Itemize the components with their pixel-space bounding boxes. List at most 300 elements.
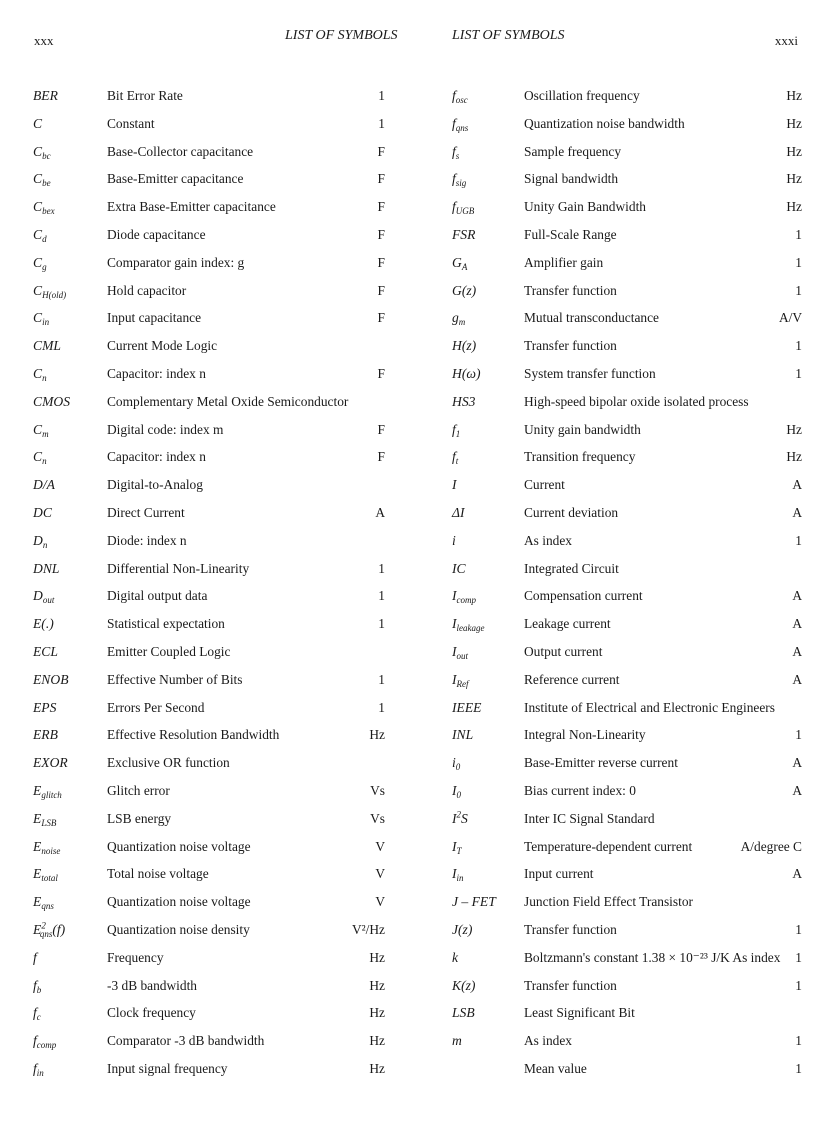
symbol-base: C [33, 282, 43, 298]
symbol-unit: F [377, 310, 385, 326]
symbol-description: Direct Current [107, 504, 185, 520]
symbol-description: Current Mode Logic [107, 338, 218, 354]
symbol-subscript: d [42, 233, 47, 244]
symbol-subscript: qns [41, 901, 54, 912]
symbol [33, 694, 56, 722]
symbol-entry-row [452, 193, 802, 221]
symbol-entry-row [452, 388, 802, 416]
symbol-description: Temperature-dependent current [524, 838, 693, 854]
symbol-description: Diode: index n [107, 532, 187, 548]
right-running-title: LIST OF SYMBOLS [452, 28, 565, 43]
symbol [33, 888, 54, 916]
symbol-entry-row [452, 304, 802, 332]
symbol-entry-row [33, 416, 385, 444]
symbol-unit: 1 [378, 588, 385, 604]
symbol-entry-row [33, 110, 385, 138]
symbol-entry-row [452, 165, 802, 193]
symbol-base: ECL [33, 643, 58, 659]
symbol-entry-row [452, 999, 802, 1027]
symbol-entry-row [33, 972, 385, 1000]
symbol [33, 1055, 44, 1083]
symbol [452, 777, 461, 805]
symbol-base: I [452, 588, 457, 604]
symbol [452, 833, 462, 861]
symbol-entry-row [33, 860, 385, 888]
symbol-subscript: bc [42, 150, 51, 161]
symbol [452, 388, 475, 416]
symbol-description: Statistical expectation [107, 616, 225, 632]
symbol [33, 805, 56, 833]
symbol-subscript: comp [36, 1040, 57, 1051]
symbol-entry-row [452, 443, 802, 471]
symbol-entry-row [452, 694, 802, 722]
symbol-description: Quantization noise voltage [107, 838, 251, 854]
symbol-base: f [452, 449, 456, 465]
symbol [452, 527, 456, 555]
symbol-description: Quantization noise bandwidth [524, 115, 685, 131]
symbol-base: D [33, 532, 43, 548]
symbol [33, 833, 60, 861]
symbol-base: I [452, 477, 457, 493]
symbol-description: Base-Emitter capacitance [107, 171, 244, 187]
symbol-subscript: s [455, 150, 460, 161]
symbol-subscript: A [461, 261, 468, 272]
symbol-entry-row [452, 582, 802, 610]
symbol-entry-row [452, 944, 802, 972]
symbol-unit: 1 [378, 699, 385, 715]
symbol-base: IC [452, 560, 466, 576]
symbol-unit: 1 [378, 560, 385, 576]
symbol-subscript: total [41, 873, 58, 884]
symbol-subscript: LSB [41, 817, 57, 828]
symbol-description: High-speed bipolar oxide isolated process [524, 393, 749, 409]
symbol-base: I [452, 810, 457, 826]
symbol-entry-row [33, 388, 385, 416]
symbol-entry-row [452, 833, 802, 861]
symbol-base: I [452, 866, 457, 882]
symbol [452, 944, 458, 972]
symbol-entry-row [452, 666, 802, 694]
symbol [33, 138, 51, 166]
symbol-description: System transfer function [524, 365, 656, 381]
symbol-base: I [452, 838, 457, 854]
symbol-description: Inter IC Signal Standard [524, 810, 655, 826]
symbol-unit: 1 [795, 949, 802, 965]
symbol-description: -3 dB bandwidth [107, 977, 198, 993]
symbol-description: Differential Non-Linearity [107, 560, 250, 576]
symbol-base: D [33, 588, 43, 604]
symbol-description: Current [524, 477, 565, 493]
symbol-unit: 1 [795, 921, 802, 937]
symbol-entry-row [452, 471, 802, 499]
symbol-unit: Hz [369, 977, 385, 993]
symbol-description: Exclusive OR function [107, 755, 230, 771]
symbol-subscript: sig [455, 178, 467, 189]
symbol-description: Junction Field Effect Transistor [524, 894, 693, 910]
symbol-description: Boltzmann's constant 1.38 × 10⁻²³ J/K As index [524, 949, 781, 965]
symbol-base: CMOS [33, 393, 71, 409]
symbol-unit: F [377, 254, 385, 270]
symbol-entry-row [33, 193, 385, 221]
symbol [33, 944, 37, 972]
symbol [452, 805, 468, 833]
symbol-entry-row [452, 777, 802, 805]
symbol-base: FSR [452, 226, 476, 242]
symbol-subscript: m [42, 428, 49, 439]
symbol-entry-row [452, 527, 802, 555]
symbol-base: C [33, 421, 43, 437]
symbol [33, 165, 51, 193]
symbol-unit: 1 [795, 532, 802, 548]
symbol-entry-row [452, 1055, 802, 1083]
symbol [452, 221, 475, 249]
symbol-entry-row [33, 82, 385, 110]
symbol-description: As index [524, 1033, 572, 1049]
symbol-base: f [33, 977, 37, 993]
symbol-entry-row [33, 443, 385, 471]
symbol [452, 582, 476, 610]
symbol-subscript: out [42, 595, 55, 606]
symbol-unit: A [792, 671, 802, 687]
symbol-description: Digital output data [107, 588, 208, 604]
symbol-unit: F [377, 365, 385, 381]
symbol-entry-row [33, 249, 385, 277]
symbol-unit: 1 [795, 338, 802, 354]
symbol-unit: 1 [378, 88, 385, 103]
symbol [33, 471, 55, 499]
symbol-description: Amplifier gain [524, 254, 604, 270]
symbol-description: Digital-to-Analog [107, 477, 203, 493]
symbol [33, 388, 70, 416]
symbol [33, 443, 47, 471]
symbol-entry-row [33, 165, 385, 193]
symbol-subscript: n [42, 456, 47, 467]
symbol-unit: A [792, 477, 802, 493]
symbol-entry-row [33, 138, 385, 166]
symbol [452, 360, 480, 388]
symbol-entry-row [33, 221, 385, 249]
symbol-unit: Hz [786, 171, 802, 187]
symbol [33, 332, 61, 360]
symbol-unit: Vs [370, 810, 385, 826]
symbol-description: Quantization noise density [107, 921, 250, 937]
symbol-base: f [33, 1060, 37, 1076]
symbol-unit: F [377, 143, 385, 159]
symbol-base: C [33, 115, 43, 131]
symbol-description: Diode capacitance [107, 226, 206, 242]
symbol-unit: F [377, 199, 385, 215]
symbol-subscript: n [42, 539, 48, 550]
symbol [33, 666, 69, 694]
symbol [33, 304, 49, 332]
symbol-entry-row [33, 916, 385, 944]
symbol-entry-row [452, 860, 802, 888]
symbol-description: Transfer function [524, 338, 617, 354]
symbol-base: CML [33, 338, 61, 354]
symbol-description: Bias current index: 0 [524, 782, 636, 798]
symbol [33, 416, 49, 444]
symbol-description: Extra Base-Emitter capacitance [107, 199, 276, 215]
symbol [452, 304, 465, 332]
symbol-entry-row [33, 1027, 385, 1055]
symbol-base: f [33, 1005, 37, 1021]
symbol-description: Clock frequency [107, 1005, 196, 1021]
symbol-base: DNL [33, 560, 60, 576]
symbol-description: Frequency [107, 949, 164, 965]
symbol-subscript: T [456, 845, 462, 856]
symbol-unit: Hz [369, 949, 385, 965]
symbol-base: HS3 [452, 393, 476, 409]
symbol-description: Hold capacitor [107, 282, 187, 298]
symbol-description: Input signal frequency [107, 1060, 228, 1076]
symbol-entry-row [452, 555, 802, 583]
symbol-description: Unity gain bandwidth [524, 421, 641, 437]
symbol-entry-row [33, 694, 385, 722]
symbol [33, 527, 47, 555]
symbol-subscript: comp [456, 595, 477, 606]
symbol-description: Errors Per Second [107, 699, 205, 715]
symbol [452, 1027, 462, 1055]
symbol-entry-row [452, 277, 802, 305]
symbol-entry-row [33, 610, 385, 638]
symbol-entry-row [33, 749, 385, 777]
symbol [33, 277, 66, 305]
symbol-entry-row [33, 888, 385, 916]
symbol [33, 999, 41, 1027]
symbol-description: Full-Scale Range [524, 226, 617, 242]
symbol-base: E [33, 894, 42, 910]
symbol-description: LSB energy [107, 810, 172, 826]
symbol-subscript: out [456, 650, 469, 661]
symbol-base: E [33, 810, 42, 826]
right-page-number: xxxi [774, 33, 798, 48]
symbol-description: Digital code: index m [107, 421, 224, 437]
symbol-description: Integrated Circuit [524, 560, 619, 576]
symbol-base: f [452, 199, 456, 215]
symbol-unit: A/V [778, 310, 802, 326]
symbol-base: g [452, 310, 459, 326]
symbol-entry-row [452, 110, 802, 138]
symbol-suffix: (f) [52, 921, 66, 937]
symbol-base: f [452, 421, 456, 437]
symbol-description: Signal bandwidth [524, 171, 619, 187]
symbol-entry-row [452, 749, 802, 777]
symbol-entry-row [452, 138, 802, 166]
symbol-base: IEEE [452, 699, 482, 715]
symbol [452, 277, 476, 305]
symbol-description: Unity Gain Bandwidth [524, 199, 646, 215]
symbol-base: J(z) [452, 921, 473, 937]
symbol-base: INL [452, 727, 474, 743]
symbol [452, 610, 485, 638]
symbol-entry-row [33, 277, 385, 305]
symbol-description: Mean value [524, 1060, 587, 1076]
symbol-base: C [33, 226, 43, 242]
symbol-description: Base-Emitter reverse current [524, 755, 678, 771]
symbol-entry-row [33, 1055, 385, 1083]
symbol-subscript: UGB [455, 206, 475, 217]
symbol-base: ENOB [33, 671, 69, 687]
symbol-unit: 1 [795, 254, 802, 270]
symbol-base: E [33, 838, 42, 854]
symbol-entry-row [452, 1027, 802, 1055]
symbol [452, 555, 466, 583]
symbol-base: C [33, 171, 43, 187]
symbol-unit: F [377, 282, 385, 298]
symbol-unit: Vs [370, 782, 385, 798]
symbol-unit: A [792, 643, 802, 659]
symbol-subscript: in [42, 317, 50, 328]
symbol-description: Effective Resolution Bandwidth [107, 727, 280, 743]
symbol [452, 888, 496, 916]
symbol-description: Comparator -3 dB bandwidth [107, 1033, 265, 1049]
symbol-description: Quantization noise voltage [107, 894, 251, 910]
symbol-unit: A [792, 616, 802, 632]
symbol-entry-row [452, 888, 802, 916]
symbol-unit: 1 [378, 671, 385, 687]
symbol-unit: 1 [795, 1060, 802, 1076]
symbol-subscript: be [42, 178, 51, 189]
symbol-list-left-column [33, 82, 385, 1083]
symbol-unit: F [377, 171, 385, 187]
symbol-superscript: 2 [456, 809, 462, 820]
symbol [33, 972, 41, 1000]
symbol-description: Glitch error [107, 782, 170, 798]
symbol [452, 972, 475, 1000]
symbol-unit: Hz [786, 421, 802, 437]
symbol [452, 82, 468, 110]
symbol-entry-row [33, 805, 385, 833]
symbol-base: G(z) [452, 282, 477, 298]
symbol [452, 165, 466, 193]
symbol-base: LSB [452, 1005, 475, 1021]
symbol-base: EPS [33, 699, 57, 715]
symbol-unit: A [375, 504, 385, 520]
symbol-suffix: S [461, 810, 468, 826]
symbol-unit: Hz [369, 727, 385, 743]
symbol [452, 443, 458, 471]
symbol-entry-row [452, 638, 802, 666]
symbol-description: Transition frequency [524, 449, 636, 465]
symbol-description: Current deviation [524, 504, 619, 520]
symbol [33, 610, 54, 638]
symbol [33, 916, 65, 944]
symbol-base: D/A [33, 477, 55, 493]
symbol-base: ΔI [452, 504, 465, 520]
symbol-description: Reference current [524, 671, 620, 687]
symbol-entry-row [33, 332, 385, 360]
symbol-base: H(ω) [452, 365, 481, 381]
symbol-description: As index [524, 532, 572, 548]
symbol [452, 249, 467, 277]
symbol [452, 694, 481, 722]
symbol-subscript: 1 [455, 428, 461, 439]
symbol-base: i [452, 532, 456, 548]
symbol-unit: 1 [795, 1033, 802, 1049]
symbol-unit: 1 [378, 115, 385, 131]
symbol-entry-row [33, 582, 385, 610]
symbol-unit: F [377, 226, 385, 242]
symbol-entry-row [452, 360, 802, 388]
symbol-unit: 1 [795, 727, 802, 743]
symbol-description: Comparator gain index: g [107, 254, 245, 270]
symbol-description: Transfer function [524, 282, 617, 298]
symbol-base: E [33, 782, 42, 798]
symbol-unit: V [375, 838, 385, 854]
symbol-description: Mutual transconductance [524, 310, 659, 326]
symbol-subscript: H(old) [42, 289, 67, 300]
symbol-description: Oscillation frequency [524, 88, 640, 103]
symbol-base: f [452, 143, 456, 159]
symbol-base: C [33, 254, 43, 270]
symbol-unit: F [377, 449, 385, 465]
symbol-entry-row [452, 805, 802, 833]
symbol [33, 249, 47, 277]
symbol [33, 82, 58, 110]
symbol-base: ERB [33, 727, 58, 743]
symbol-base: f [452, 88, 456, 103]
symbol-unit: Hz [369, 1060, 385, 1076]
symbol-entry-row [33, 721, 385, 749]
symbol-base: G [452, 254, 462, 270]
symbol-base: f [33, 1033, 37, 1049]
symbol-base: C [33, 449, 43, 465]
symbol-unit: Hz [369, 1033, 385, 1049]
symbol [452, 332, 476, 360]
symbol-base: I [452, 643, 457, 659]
symbol-description: Bit Error Rate [107, 88, 183, 103]
symbol-subscript: in [36, 1067, 44, 1078]
symbol [452, 916, 472, 944]
symbol-entry-row [33, 555, 385, 583]
symbol-base: k [452, 949, 459, 965]
symbol [452, 721, 473, 749]
symbol-base: E [33, 866, 42, 882]
symbol-list-right-column [452, 82, 802, 1083]
symbol-base: I [452, 782, 457, 798]
symbol [452, 499, 465, 527]
symbol-entry-row [452, 249, 802, 277]
symbol-subscript: osc [455, 95, 468, 105]
symbol-subscript: t [455, 456, 459, 467]
symbol [33, 777, 62, 805]
symbol-base: H(z) [452, 338, 477, 354]
symbol [33, 193, 55, 221]
left-running-title: LIST OF SYMBOLS [285, 28, 398, 43]
symbol-description: Sample frequency [524, 143, 622, 159]
symbol-description: Integral Non-Linearity [524, 727, 646, 743]
symbol-base: C [33, 310, 43, 326]
symbol-base: f [33, 949, 37, 965]
symbol-subscript: c [36, 1012, 41, 1023]
symbol-entry-row [452, 221, 802, 249]
symbol [33, 555, 59, 583]
symbol-unit: 1 [795, 226, 802, 242]
symbol-entry-row [33, 471, 385, 499]
symbol [33, 110, 42, 138]
symbol-unit: 1 [378, 616, 385, 632]
symbol-unit: A [792, 504, 802, 520]
symbol [33, 638, 58, 666]
symbol-subscript: qns [39, 928, 53, 939]
symbol-base: C [33, 365, 43, 381]
symbol-unit: Hz [786, 449, 802, 465]
symbol-subscript: bex [42, 206, 55, 217]
symbol-base: EXOR [33, 755, 68, 771]
symbol [33, 499, 52, 527]
symbol-entry-row [33, 944, 385, 972]
symbol-unit: 1 [795, 365, 802, 381]
